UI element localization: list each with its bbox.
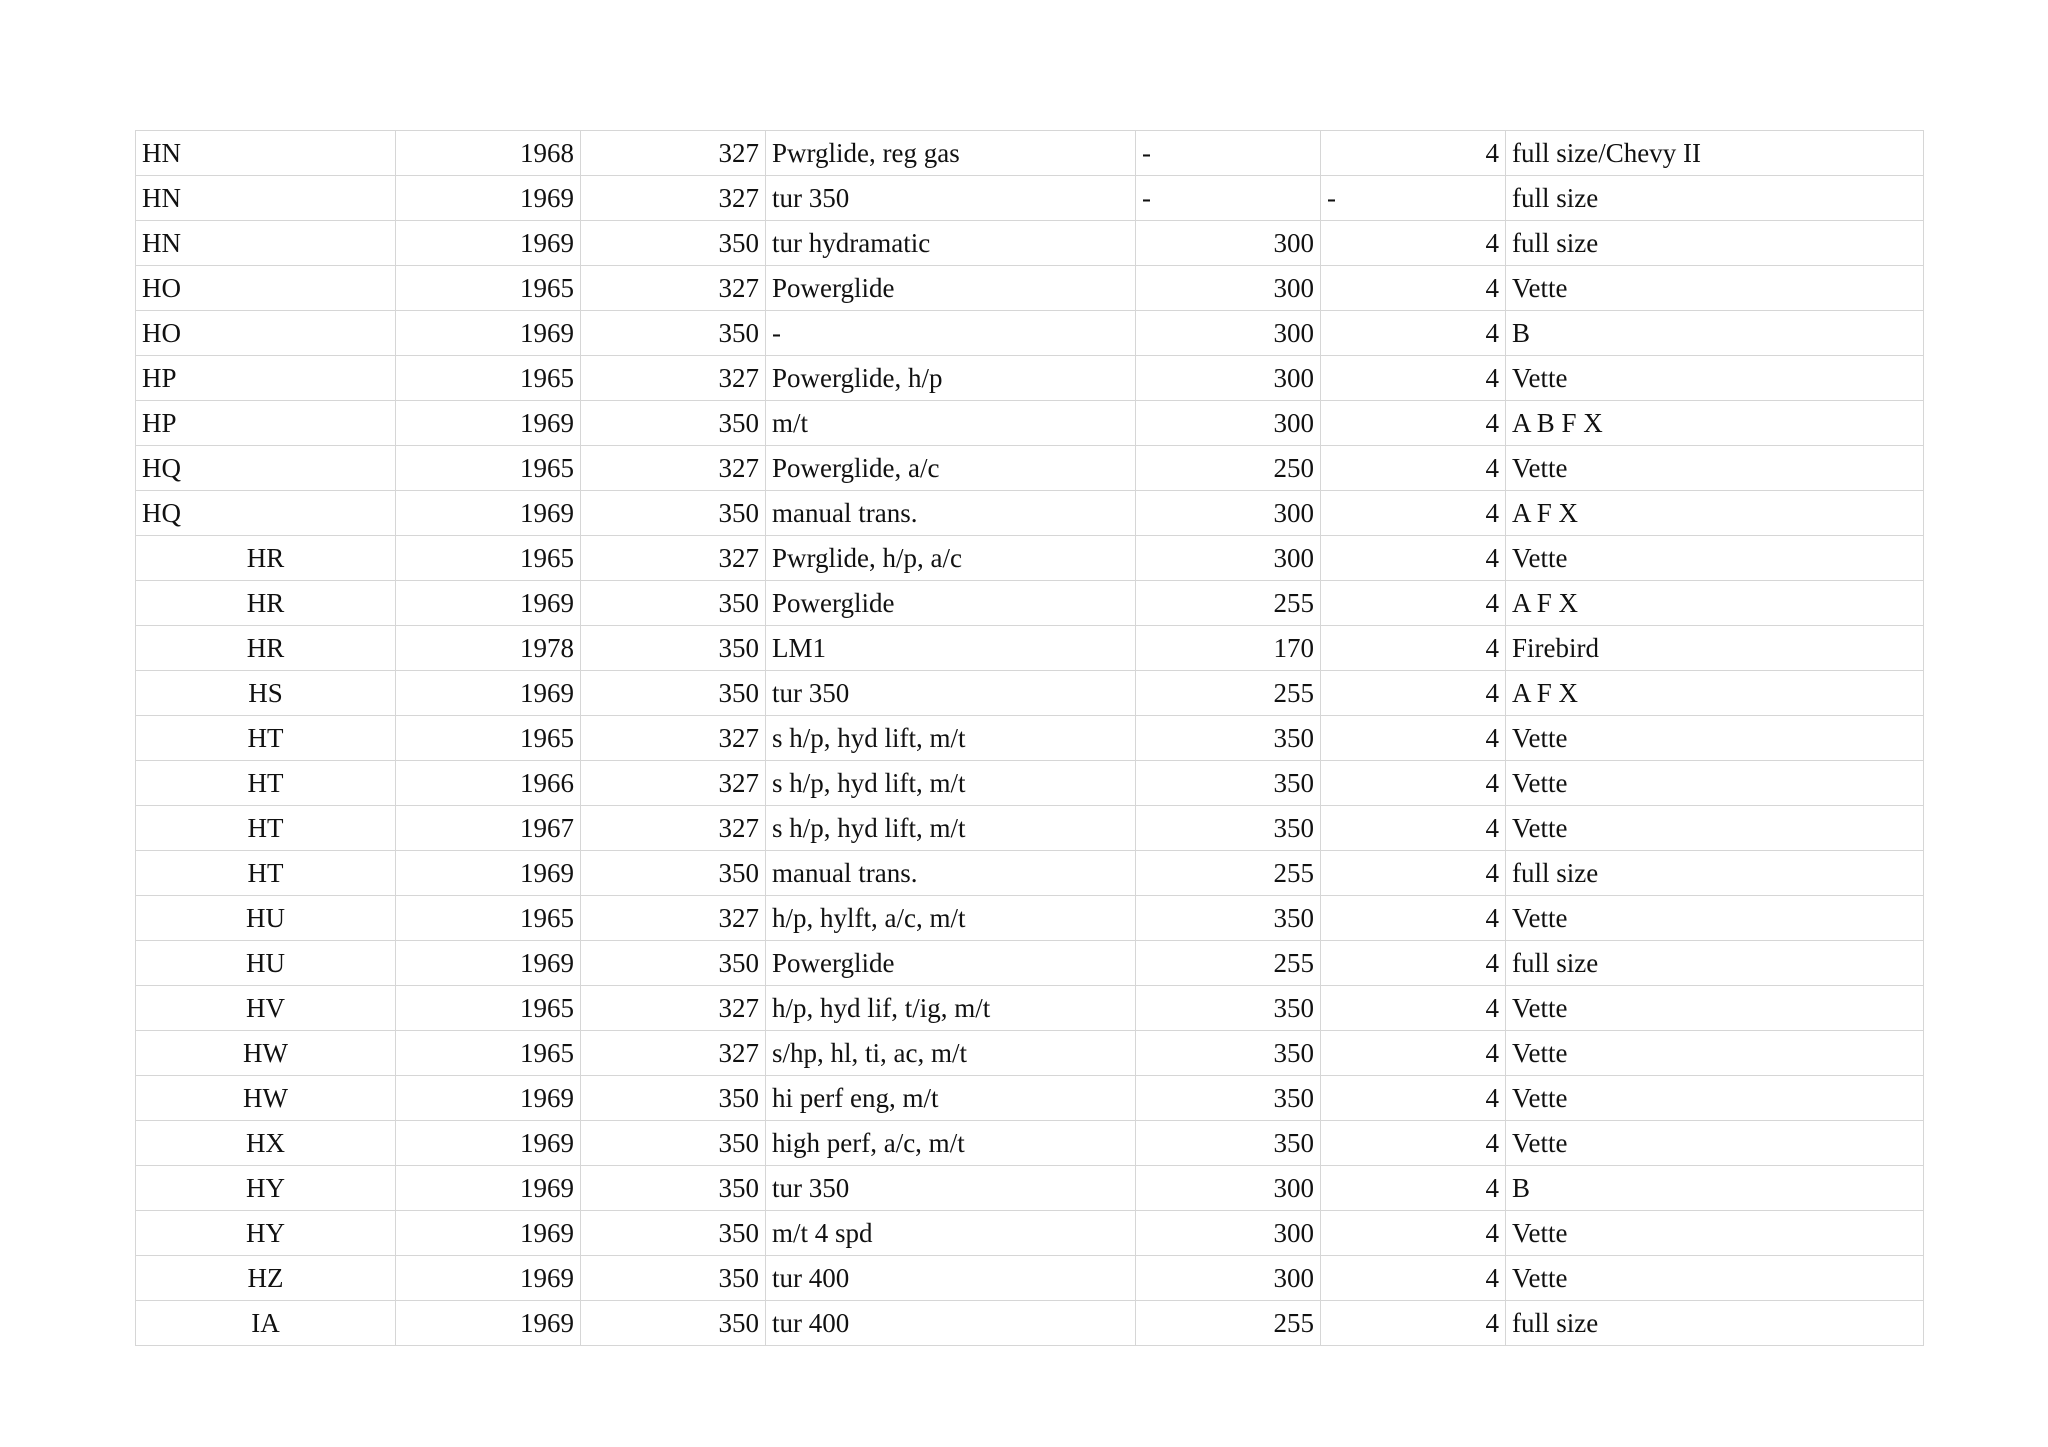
application-cell[interactable]: Firebird bbox=[1506, 626, 1924, 671]
cid-cell[interactable]: 350 bbox=[581, 671, 766, 716]
table-row bbox=[136, 266, 1924, 311]
description-cell[interactable]: m/t 4 spd bbox=[766, 1211, 951, 1256]
description-cell[interactable]: tur 400 bbox=[766, 1301, 951, 1346]
table-row bbox=[136, 221, 1924, 266]
engine-code-table bbox=[135, 130, 1924, 1346]
year-cell[interactable]: 1969 bbox=[396, 851, 581, 896]
carb-barrels-cell[interactable]: 4 bbox=[1321, 491, 1506, 536]
empty-cell[interactable] bbox=[951, 626, 1136, 671]
horsepower-cell[interactable]: 170 bbox=[1136, 626, 1321, 671]
engine-code-cell[interactable]: HO bbox=[136, 266, 396, 311]
year-cell[interactable]: 1969 bbox=[396, 401, 581, 446]
cid-cell[interactable]: 327 bbox=[581, 896, 766, 941]
table-row bbox=[136, 986, 1924, 1031]
table-row bbox=[136, 131, 1924, 176]
year-cell[interactable]: 1969 bbox=[396, 221, 581, 266]
application-cell[interactable]: Vette bbox=[1506, 1121, 1924, 1166]
cid-cell[interactable]: 327 bbox=[581, 986, 766, 1031]
cid-cell[interactable]: 327 bbox=[581, 761, 766, 806]
description-cell[interactable]: m/t bbox=[766, 401, 951, 446]
empty-cell[interactable] bbox=[951, 851, 1136, 896]
cid-cell[interactable]: 350 bbox=[581, 1256, 766, 1301]
cid-cell[interactable]: 327 bbox=[581, 806, 766, 851]
empty-cell[interactable] bbox=[951, 401, 1136, 446]
carb-barrels-cell[interactable]: 4 bbox=[1321, 806, 1506, 851]
year-cell[interactable]: 1969 bbox=[396, 311, 581, 356]
carb-barrels-cell[interactable]: 4 bbox=[1321, 1076, 1506, 1121]
empty-cell[interactable] bbox=[951, 581, 1136, 626]
cid-cell[interactable]: 327 bbox=[581, 1031, 766, 1076]
horsepower-cell[interactable]: 300 bbox=[1136, 221, 1321, 266]
carb-barrels-cell[interactable]: 4 bbox=[1321, 266, 1506, 311]
description-cell[interactable]: - bbox=[766, 311, 951, 356]
description-cell[interactable]: LM1 bbox=[766, 626, 951, 671]
year-cell[interactable]: 1969 bbox=[396, 941, 581, 986]
cid-cell[interactable]: 350 bbox=[581, 311, 766, 356]
empty-cell[interactable] bbox=[951, 311, 1136, 356]
year-cell[interactable]: 1965 bbox=[396, 266, 581, 311]
horsepower-cell[interactable]: 300 bbox=[1136, 401, 1321, 446]
cid-cell[interactable]: 350 bbox=[581, 581, 766, 626]
year-cell[interactable]: 1969 bbox=[396, 1301, 581, 1346]
carb-barrels-cell[interactable]: 4 bbox=[1321, 581, 1506, 626]
carb-barrels-cell[interactable]: 4 bbox=[1321, 671, 1506, 716]
horsepower-cell[interactable]: 255 bbox=[1136, 671, 1321, 716]
empty-cell[interactable] bbox=[951, 1076, 1136, 1121]
application-cell[interactable]: Vette bbox=[1506, 446, 1924, 491]
carb-barrels-cell[interactable]: 4 bbox=[1321, 311, 1506, 356]
description-cell[interactable]: manual trans. bbox=[766, 851, 951, 896]
cid-cell[interactable]: 350 bbox=[581, 1076, 766, 1121]
empty-cell[interactable] bbox=[951, 1121, 1136, 1166]
table-row bbox=[136, 581, 1924, 626]
year-cell[interactable]: 1969 bbox=[396, 1076, 581, 1121]
horsepower-cell[interactable]: 255 bbox=[1136, 941, 1321, 986]
application-cell[interactable]: Vette bbox=[1506, 356, 1924, 401]
application-cell[interactable]: A B F X bbox=[1506, 401, 1924, 446]
horsepower-cell[interactable]: 350 bbox=[1136, 896, 1321, 941]
description-cell[interactable]: Powerglide, a/c bbox=[766, 446, 951, 491]
application-cell[interactable]: full size bbox=[1506, 1301, 1924, 1346]
cid-cell[interactable]: 327 bbox=[581, 536, 766, 581]
cid-cell[interactable]: 350 bbox=[581, 221, 766, 266]
empty-cell[interactable] bbox=[951, 1256, 1136, 1301]
year-cell[interactable]: 1969 bbox=[396, 1166, 581, 1211]
horsepower-cell[interactable]: 350 bbox=[1136, 1121, 1321, 1166]
year-cell[interactable]: 1968 bbox=[396, 131, 581, 176]
empty-cell[interactable] bbox=[951, 1166, 1136, 1211]
year-cell[interactable]: 1965 bbox=[396, 536, 581, 581]
cid-cell[interactable]: 327 bbox=[581, 716, 766, 761]
carb-barrels-cell[interactable]: 4 bbox=[1321, 1031, 1506, 1076]
table-row bbox=[136, 761, 1924, 806]
engine-code-cell[interactable]: HY bbox=[136, 1166, 396, 1211]
description-cell[interactable]: high perf, a/c, m/t bbox=[766, 1121, 951, 1166]
table-row bbox=[136, 356, 1924, 401]
empty-cell[interactable] bbox=[951, 536, 1136, 581]
application-cell[interactable]: full size bbox=[1506, 176, 1924, 221]
table-row bbox=[136, 1121, 1924, 1166]
empty-cell[interactable] bbox=[951, 266, 1136, 311]
table-row bbox=[136, 536, 1924, 581]
year-cell[interactable]: 1965 bbox=[396, 446, 581, 491]
empty-cell[interactable] bbox=[951, 176, 1136, 221]
engine-code-cell[interactable]: HN bbox=[136, 176, 396, 221]
table-body bbox=[136, 131, 1924, 1346]
engine-code-cell[interactable]: HO bbox=[136, 311, 396, 356]
carb-barrels-cell[interactable]: 4 bbox=[1321, 1166, 1506, 1211]
cid-cell[interactable]: 350 bbox=[581, 1301, 766, 1346]
description-cell[interactable]: tur hydramatic bbox=[766, 221, 951, 266]
engine-code-cell[interactable]: HT bbox=[136, 761, 396, 806]
engine-code-cell[interactable]: HT bbox=[136, 851, 396, 896]
application-cell[interactable]: Vette bbox=[1506, 1031, 1924, 1076]
empty-cell[interactable] bbox=[951, 446, 1136, 491]
table-row bbox=[136, 1256, 1924, 1301]
horsepower-cell[interactable]: 300 bbox=[1136, 536, 1321, 581]
application-cell[interactable]: full size/Chevy II bbox=[1506, 131, 1924, 176]
carb-barrels-cell[interactable]: 4 bbox=[1321, 356, 1506, 401]
carb-barrels-cell[interactable]: 4 bbox=[1321, 896, 1506, 941]
table-row bbox=[136, 1301, 1924, 1346]
table-row bbox=[136, 176, 1924, 221]
empty-cell[interactable] bbox=[951, 1211, 1136, 1256]
table-row bbox=[136, 446, 1924, 491]
application-cell[interactable]: A F X bbox=[1506, 671, 1924, 716]
carb-barrels-cell[interactable]: 4 bbox=[1321, 131, 1506, 176]
carb-barrels-cell[interactable]: 4 bbox=[1321, 761, 1506, 806]
engine-code-cell[interactable]: HW bbox=[136, 1076, 396, 1121]
empty-cell[interactable] bbox=[951, 491, 1136, 536]
cid-cell[interactable]: 350 bbox=[581, 1166, 766, 1211]
horsepower-cell[interactable]: 300 bbox=[1136, 356, 1321, 401]
description-cell[interactable]: Pwrglide, h/p, a/c bbox=[766, 536, 951, 581]
description-cell[interactable]: tur 350 bbox=[766, 1166, 951, 1211]
horsepower-cell[interactable]: 350 bbox=[1136, 986, 1321, 1031]
engine-code-cell[interactable]: HS bbox=[136, 671, 396, 716]
description-cell[interactable]: s h/p, hyd lift, m/t bbox=[766, 806, 951, 851]
horsepower-cell[interactable]: 250 bbox=[1136, 446, 1321, 491]
table-row bbox=[136, 1076, 1924, 1121]
application-cell[interactable]: Vette bbox=[1506, 1256, 1924, 1301]
year-cell[interactable]: 1969 bbox=[396, 1121, 581, 1166]
carb-barrels-cell[interactable]: 4 bbox=[1321, 1301, 1506, 1346]
engine-code-cell[interactable]: HN bbox=[136, 131, 396, 176]
year-cell[interactable]: 1965 bbox=[396, 356, 581, 401]
application-cell[interactable]: Vette bbox=[1506, 1211, 1924, 1256]
carb-barrels-cell[interactable]: 4 bbox=[1321, 221, 1506, 266]
year-cell[interactable]: 1969 bbox=[396, 176, 581, 221]
horsepower-cell[interactable]: 350 bbox=[1136, 716, 1321, 761]
year-cell[interactable]: 1966 bbox=[396, 761, 581, 806]
empty-cell[interactable] bbox=[951, 221, 1136, 266]
application-cell[interactable]: B bbox=[1506, 1166, 1924, 1211]
year-cell[interactable]: 1978 bbox=[396, 626, 581, 671]
application-cell[interactable]: full size bbox=[1506, 221, 1924, 266]
carb-barrels-cell[interactable]: 4 bbox=[1321, 401, 1506, 446]
horsepower-cell[interactable]: 255 bbox=[1136, 851, 1321, 896]
empty-cell[interactable] bbox=[951, 671, 1136, 716]
year-cell[interactable]: 1965 bbox=[396, 716, 581, 761]
horsepower-cell[interactable]: 350 bbox=[1136, 761, 1321, 806]
carb-barrels-cell[interactable]: 4 bbox=[1321, 1121, 1506, 1166]
cid-cell[interactable]: 350 bbox=[581, 1211, 766, 1256]
horsepower-cell[interactable]: 255 bbox=[1136, 581, 1321, 626]
engine-code-cell[interactable]: HX bbox=[136, 1121, 396, 1166]
description-cell[interactable]: Powerglide bbox=[766, 941, 951, 986]
table-row bbox=[136, 671, 1924, 716]
engine-code-cell[interactable]: HR bbox=[136, 536, 396, 581]
application-cell[interactable]: A F X bbox=[1506, 581, 1924, 626]
engine-code-cell[interactable]: HT bbox=[136, 716, 396, 761]
description-cell[interactable]: manual trans. bbox=[766, 491, 951, 536]
empty-cell[interactable] bbox=[951, 1031, 1136, 1076]
cid-cell[interactable]: 327 bbox=[581, 446, 766, 491]
table-row bbox=[136, 1166, 1924, 1211]
horsepower-cell[interactable]: 300 bbox=[1136, 491, 1321, 536]
table-row bbox=[136, 896, 1924, 941]
table-row bbox=[136, 1031, 1924, 1076]
carb-barrels-cell[interactable]: 4 bbox=[1321, 1256, 1506, 1301]
description-cell[interactable]: tur 350 bbox=[766, 176, 951, 221]
engine-code-cell[interactable]: HQ bbox=[136, 446, 396, 491]
horsepower-cell[interactable]: - bbox=[1136, 176, 1321, 221]
engine-code-cell[interactable]: HU bbox=[136, 941, 396, 986]
cid-cell[interactable]: 327 bbox=[581, 266, 766, 311]
table-row bbox=[136, 311, 1924, 356]
table-row bbox=[136, 1211, 1924, 1256]
cid-cell[interactable]: 327 bbox=[581, 176, 766, 221]
description-cell[interactable]: Powerglide, h/p bbox=[766, 356, 951, 401]
cid-cell[interactable]: 350 bbox=[581, 1121, 766, 1166]
application-cell[interactable]: Vette bbox=[1506, 536, 1924, 581]
description-cell[interactable]: Powerglide bbox=[766, 581, 951, 626]
application-cell[interactable]: Vette bbox=[1506, 896, 1924, 941]
engine-code-cell[interactable]: HU bbox=[136, 896, 396, 941]
table-row bbox=[136, 491, 1924, 536]
table-row bbox=[136, 716, 1924, 761]
carb-barrels-cell[interactable]: 4 bbox=[1321, 851, 1506, 896]
cid-cell[interactable]: 350 bbox=[581, 851, 766, 896]
horsepower-cell[interactable]: 300 bbox=[1136, 311, 1321, 356]
cid-cell[interactable]: 327 bbox=[581, 356, 766, 401]
horsepower-cell[interactable]: 300 bbox=[1136, 1166, 1321, 1211]
carb-barrels-cell[interactable]: 4 bbox=[1321, 941, 1506, 986]
table-row bbox=[136, 851, 1924, 896]
application-cell[interactable]: Vette bbox=[1506, 761, 1924, 806]
horsepower-cell[interactable]: 350 bbox=[1136, 1031, 1321, 1076]
engine-code-cell[interactable]: HP bbox=[136, 401, 396, 446]
cid-cell[interactable]: 350 bbox=[581, 491, 766, 536]
carb-barrels-cell[interactable]: 4 bbox=[1321, 1211, 1506, 1256]
description-cell[interactable]: hi perf eng, m/t bbox=[766, 1076, 951, 1121]
carb-barrels-cell[interactable]: 4 bbox=[1321, 716, 1506, 761]
horsepower-cell[interactable]: 255 bbox=[1136, 1301, 1321, 1346]
description-cell[interactable]: s h/p, hyd lift, m/t bbox=[766, 716, 951, 761]
empty-cell[interactable] bbox=[951, 356, 1136, 401]
engine-code-cell[interactable]: HW bbox=[136, 1031, 396, 1076]
description-cell[interactable]: Pwrglide, reg gas bbox=[766, 131, 951, 176]
engine-code-cell[interactable]: HR bbox=[136, 626, 396, 671]
empty-cell[interactable] bbox=[951, 896, 1136, 941]
description-cell[interactable]: h/p, hyd lif, t/ig, m/t bbox=[766, 986, 951, 1031]
horsepower-cell[interactable]: 350 bbox=[1136, 1076, 1321, 1121]
year-cell[interactable]: 1969 bbox=[396, 491, 581, 536]
engine-code-cell[interactable]: HR bbox=[136, 581, 396, 626]
table-row bbox=[136, 806, 1924, 851]
year-cell[interactable]: 1967 bbox=[396, 806, 581, 851]
cid-cell[interactable]: 350 bbox=[581, 941, 766, 986]
engine-code-cell[interactable]: IA bbox=[136, 1301, 396, 1346]
horsepower-cell[interactable]: 300 bbox=[1136, 1211, 1321, 1256]
description-cell[interactable]: tur 400 bbox=[766, 1256, 951, 1301]
application-cell[interactable]: full size bbox=[1506, 941, 1924, 986]
year-cell[interactable]: 1965 bbox=[396, 986, 581, 1031]
year-cell[interactable]: 1969 bbox=[396, 581, 581, 626]
year-cell[interactable]: 1969 bbox=[396, 1256, 581, 1301]
table-row bbox=[136, 401, 1924, 446]
horsepower-cell[interactable]: 300 bbox=[1136, 1256, 1321, 1301]
application-cell[interactable]: Vette bbox=[1506, 716, 1924, 761]
carb-barrels-cell[interactable]: 4 bbox=[1321, 986, 1506, 1031]
description-cell[interactable]: h/p, hylft, a/c, m/t bbox=[766, 896, 951, 941]
description-cell[interactable]: Powerglide bbox=[766, 266, 951, 311]
engine-code-cell[interactable]: HP bbox=[136, 356, 396, 401]
table-row bbox=[136, 626, 1924, 671]
engine-code-cell[interactable]: HT bbox=[136, 806, 396, 851]
engine-code-cell[interactable]: HN bbox=[136, 221, 396, 266]
cid-cell[interactable]: 350 bbox=[581, 401, 766, 446]
carb-barrels-cell[interactable]: 4 bbox=[1321, 626, 1506, 671]
description-cell[interactable]: tur 350 bbox=[766, 671, 951, 716]
year-cell[interactable]: 1969 bbox=[396, 1211, 581, 1256]
engine-code-cell[interactable]: HQ bbox=[136, 491, 396, 536]
empty-cell[interactable] bbox=[951, 806, 1136, 851]
empty-cell[interactable] bbox=[951, 1301, 1136, 1346]
year-cell[interactable]: 1969 bbox=[396, 671, 581, 716]
application-cell[interactable]: Vette bbox=[1506, 806, 1924, 851]
empty-cell[interactable] bbox=[951, 716, 1136, 761]
description-cell[interactable]: s/hp, hl, ti, ac, m/t bbox=[766, 1031, 951, 1076]
engine-code-cell[interactable]: HY bbox=[136, 1211, 396, 1256]
year-cell[interactable]: 1965 bbox=[396, 896, 581, 941]
cid-cell[interactable]: 327 bbox=[581, 131, 766, 176]
application-cell[interactable]: full size bbox=[1506, 851, 1924, 896]
carb-barrels-cell[interactable]: 4 bbox=[1321, 446, 1506, 491]
spreadsheet-page bbox=[135, 130, 1923, 1346]
description-cell[interactable]: s h/p, hyd lift, m/t bbox=[766, 761, 951, 806]
application-cell[interactable]: Vette bbox=[1506, 986, 1924, 1031]
year-cell[interactable]: 1965 bbox=[396, 1031, 581, 1076]
cid-cell[interactable]: 350 bbox=[581, 626, 766, 671]
horsepower-cell[interactable]: 300 bbox=[1136, 266, 1321, 311]
application-cell[interactable]: Vette bbox=[1506, 266, 1924, 311]
empty-cell[interactable] bbox=[951, 131, 1136, 176]
application-cell[interactable]: Vette bbox=[1506, 1076, 1924, 1121]
horsepower-cell[interactable]: - bbox=[1136, 131, 1321, 176]
carb-barrels-cell[interactable]: 4 bbox=[1321, 536, 1506, 581]
empty-cell[interactable] bbox=[951, 941, 1136, 986]
carb-barrels-cell[interactable]: - bbox=[1321, 176, 1506, 221]
application-cell[interactable]: B bbox=[1506, 311, 1924, 356]
engine-code-cell[interactable]: HV bbox=[136, 986, 396, 1031]
table-row bbox=[136, 941, 1924, 986]
horsepower-cell[interactable]: 350 bbox=[1136, 806, 1321, 851]
application-cell[interactable]: A F X bbox=[1506, 491, 1924, 536]
engine-code-cell[interactable]: HZ bbox=[136, 1256, 396, 1301]
empty-cell[interactable] bbox=[951, 761, 1136, 806]
